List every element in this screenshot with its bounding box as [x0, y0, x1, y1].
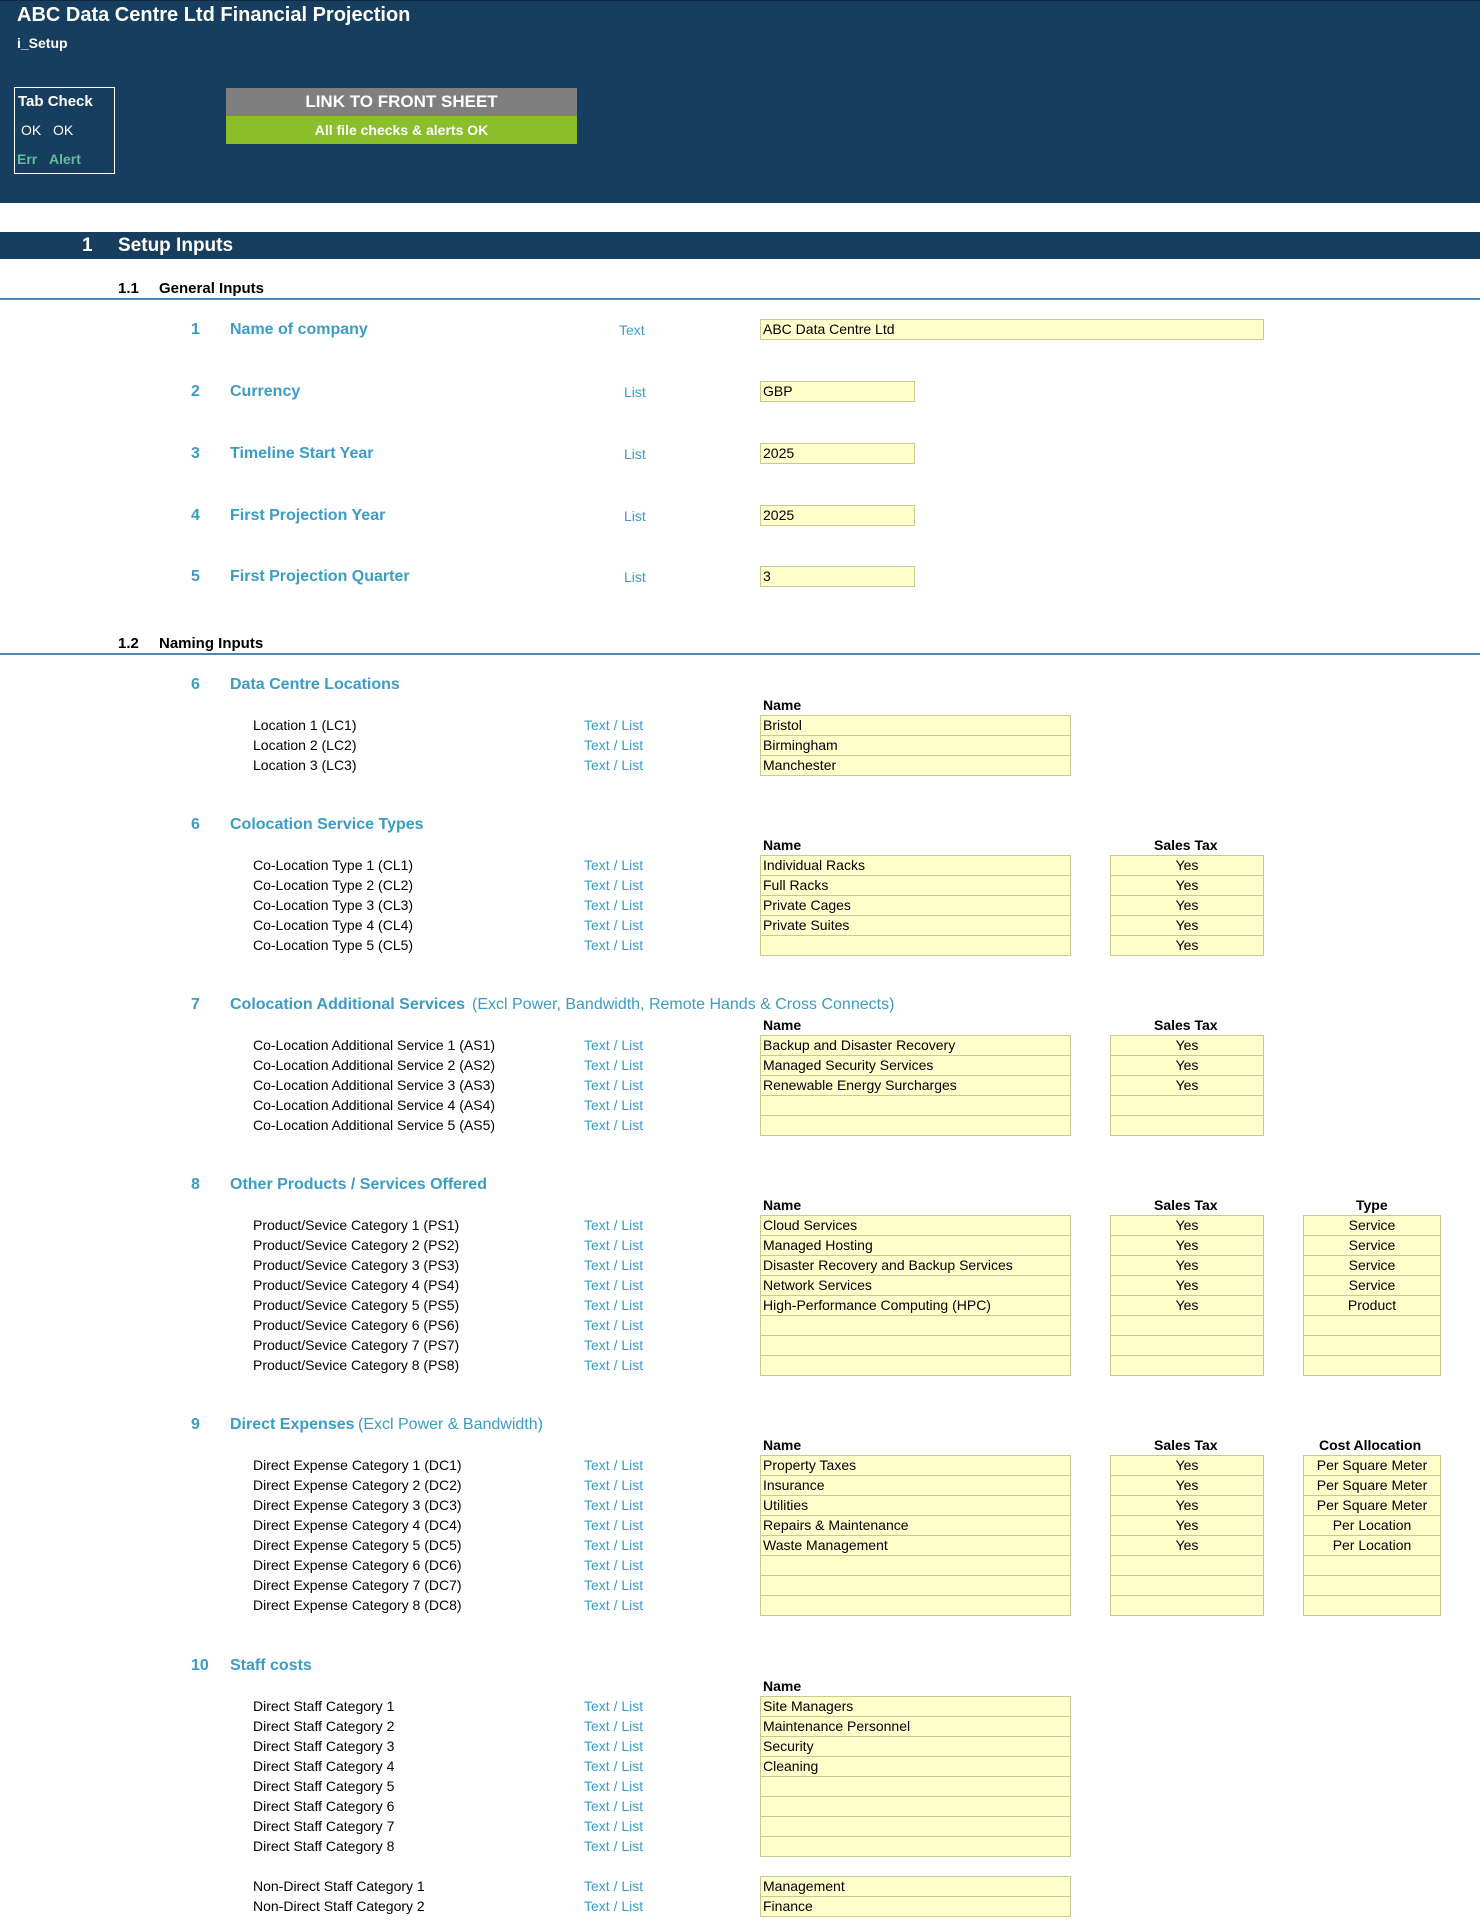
input-type-label: Text / List: [584, 877, 644, 893]
general-input-field[interactable]: GBP: [760, 381, 915, 402]
staff-name-field[interactable]: Cleaning: [760, 1757, 1071, 1777]
input-type-label: Text / List: [584, 1818, 644, 1834]
additional-row-label: Co-Location Additional Service 4 (AS4): [253, 1097, 496, 1113]
general-item-number: 5: [191, 568, 200, 585]
products-name-field[interactable]: [760, 1336, 1071, 1356]
direct_expenses-cost-allocation-field[interactable]: [1303, 1556, 1441, 1576]
additional-name-field[interactable]: Backup and Disaster Recovery: [760, 1035, 1071, 1056]
input-type-label: Text / List: [584, 1597, 644, 1613]
locations-row-label: Location 2 (LC2): [253, 737, 357, 753]
direct_expenses-sales-tax-field[interactable]: Yes: [1110, 1455, 1264, 1476]
staff-row-label: Non-Direct Staff Category 2: [253, 1898, 425, 1914]
additional-name-field[interactable]: [760, 1096, 1071, 1116]
tab-check-err: Err: [17, 151, 38, 167]
products-name-field[interactable]: Disaster Recovery and Backup Services: [760, 1256, 1071, 1276]
staff-name-field[interactable]: Security: [760, 1737, 1071, 1757]
direct_expenses-cost-allocation-field[interactable]: Per Location: [1303, 1536, 1441, 1556]
direct_expenses-sales-tax-field[interactable]: Yes: [1110, 1516, 1264, 1536]
locations-number: 6: [191, 676, 200, 693]
additional-sales-tax-field[interactable]: [1110, 1116, 1264, 1136]
input-type-label: Text / List: [584, 857, 644, 873]
general-item-number: 1: [191, 321, 200, 338]
direct_expenses-sales-tax-field[interactable]: [1110, 1596, 1264, 1616]
colocation-row-label: Co-Location Type 2 (CL2): [253, 877, 414, 893]
direct_expenses-name-field[interactable]: Property Taxes: [760, 1455, 1071, 1476]
products-row-label: Product/Sevice Category 2 (PS2): [253, 1237, 460, 1253]
locations-row-label: Location 1 (LC1): [253, 717, 357, 733]
products-type-field[interactable]: Service: [1303, 1276, 1441, 1296]
input-type-label: Text / List: [584, 1117, 644, 1133]
input-type-label: Text / List: [584, 1778, 644, 1794]
direct_expenses-cost-allocation-field[interactable]: [1303, 1576, 1441, 1596]
locations-name-field[interactable]: Bristol: [760, 715, 1071, 736]
input-type-label: Text: [619, 322, 645, 338]
input-type-label: Text / List: [584, 1557, 644, 1573]
staff-title: Staff costs: [230, 1657, 312, 1674]
column-header-cost-allocation: Cost Allocation: [1319, 1437, 1422, 1453]
input-type-label: Text / List: [584, 1037, 644, 1053]
tab-check-box: [14, 87, 115, 174]
input-type-label: Text / List: [584, 1257, 644, 1273]
direct_expenses-name-field[interactable]: [760, 1596, 1071, 1616]
general-item-number: 3: [191, 445, 200, 462]
input-type-label: Text / List: [584, 917, 644, 933]
additional-sales-tax-field[interactable]: Yes: [1110, 1056, 1264, 1076]
products-name-field[interactable]: [760, 1356, 1071, 1376]
direct_expenses-name-field[interactable]: [760, 1576, 1071, 1596]
staff-name-field[interactable]: Management: [760, 1876, 1071, 1897]
products-row-label: Product/Sevice Category 6 (PS6): [253, 1317, 460, 1333]
input-type-label: Text / List: [584, 1297, 644, 1313]
subsection-number-general: 1.1: [118, 280, 139, 297]
staff-name-field[interactable]: Maintenance Personnel: [760, 1717, 1071, 1737]
general-input-field[interactable]: ABC Data Centre Ltd: [760, 319, 1264, 340]
colocation-sales-tax-field[interactable]: Yes: [1110, 916, 1264, 936]
input-type-label: Text / List: [584, 1718, 644, 1734]
direct_expenses-note: (Excl Power & Bandwidth): [358, 1416, 543, 1433]
staff-row-label: Direct Staff Category 2: [253, 1718, 395, 1734]
sheet-name: i_Setup: [17, 35, 68, 51]
staff-row-label: Direct Staff Category 8: [253, 1838, 395, 1854]
column-header-sales-tax: Sales Tax: [1154, 837, 1218, 853]
colocation-row-label: Co-Location Type 3 (CL3): [253, 897, 414, 913]
direct_expenses-title: Direct Expenses: [230, 1416, 355, 1433]
direct_expenses-name-field[interactable]: Insurance: [760, 1476, 1071, 1496]
input-type-label: List: [624, 446, 646, 462]
products-row-label: Product/Sevice Category 4 (PS4): [253, 1277, 460, 1293]
subsection-divider: [0, 298, 1480, 300]
additional-title: Colocation Additional Services: [230, 996, 466, 1013]
direct_expenses-cost-allocation-field[interactable]: Per Square Meter: [1303, 1496, 1441, 1516]
direct_expenses-cost-allocation-field[interactable]: Per Square Meter: [1303, 1455, 1441, 1476]
colocation-row-label: Co-Location Type 5 (CL5): [253, 937, 414, 953]
locations-title: Data Centre Locations: [230, 676, 400, 693]
subsection-title-naming: Naming Inputs: [159, 635, 264, 652]
input-type-label: Text / List: [584, 737, 644, 753]
general-input-field[interactable]: 3: [760, 566, 915, 587]
direct_expenses-row-label: Direct Expense Category 1 (DC1): [253, 1457, 462, 1473]
direct_expenses-cost-allocation-field[interactable]: Per Location: [1303, 1516, 1441, 1536]
additional-name-field[interactable]: [760, 1116, 1071, 1136]
staff-name-field[interactable]: [760, 1817, 1071, 1837]
products-row-label: Product/Sevice Category 8 (PS8): [253, 1357, 460, 1373]
colocation-name-field[interactable]: [760, 936, 1071, 956]
file-checks-status: All file checks & alerts OK: [226, 116, 577, 144]
products-name-field[interactable]: Managed Hosting: [760, 1236, 1071, 1256]
direct_expenses-name-field[interactable]: [760, 1556, 1071, 1576]
staff-row-label: Direct Staff Category 1: [253, 1698, 395, 1714]
general-item-label: Currency: [230, 383, 301, 400]
locations-row-label: Location 3 (LC3): [253, 757, 357, 773]
input-type-label: List: [624, 569, 646, 585]
colocation-row-label: Co-Location Type 1 (CL1): [253, 857, 414, 873]
column-header-sales-tax: Sales Tax: [1154, 1197, 1218, 1213]
products-sales-tax-field[interactable]: [1110, 1356, 1264, 1376]
direct_expenses-row-label: Direct Expense Category 8 (DC8): [253, 1597, 462, 1613]
input-type-label: Text / List: [584, 717, 644, 733]
input-type-label: Text / List: [584, 1277, 644, 1293]
products-name-field[interactable]: High-Performance Computing (HPC): [760, 1296, 1071, 1316]
column-header-sales-tax: Sales Tax: [1154, 1017, 1218, 1033]
products-row-label: Product/Sevice Category 7 (PS7): [253, 1337, 460, 1353]
input-type-label: Text / List: [584, 1097, 644, 1113]
additional-sales-tax-field[interactable]: Yes: [1110, 1035, 1264, 1056]
colocation-number: 6: [191, 816, 200, 833]
products-type-field[interactable]: Service: [1303, 1236, 1441, 1256]
products-type-field[interactable]: Service: [1303, 1215, 1441, 1236]
colocation-sales-tax-field[interactable]: Yes: [1110, 855, 1264, 876]
staff-name-field[interactable]: Finance: [760, 1897, 1071, 1917]
column-header-name: Name: [763, 837, 802, 853]
additional-number: 7: [191, 996, 200, 1013]
products-sales-tax-field[interactable]: [1110, 1336, 1264, 1356]
section-number: 1: [82, 235, 93, 256]
staff-row-label: Non-Direct Staff Category 1: [253, 1878, 425, 1894]
direct_expenses-row-label: Direct Expense Category 5 (DC5): [253, 1537, 462, 1553]
input-type-label: Text / List: [584, 1798, 644, 1814]
products-row-label: Product/Sevice Category 3 (PS3): [253, 1257, 460, 1273]
direct_expenses-row-label: Direct Expense Category 3 (DC3): [253, 1497, 462, 1513]
colocation-sales-tax-field[interactable]: Yes: [1110, 896, 1264, 916]
input-type-label: List: [624, 384, 646, 400]
products-name-field[interactable]: Cloud Services: [760, 1215, 1071, 1236]
input-type-label: Text / List: [584, 1698, 644, 1714]
input-type-label: List: [624, 508, 646, 524]
staff-number: 10: [191, 1657, 209, 1674]
input-type-label: Text / List: [584, 1077, 644, 1093]
section-title: Setup Inputs: [118, 235, 234, 256]
direct_expenses-sales-tax-field[interactable]: Yes: [1110, 1536, 1264, 1556]
products-title: Other Products / Services Offered: [230, 1176, 487, 1193]
tab-check-alert: Alert: [49, 151, 81, 167]
input-type-label: Text / List: [584, 897, 644, 913]
colocation-title: Colocation Service Types: [230, 816, 424, 833]
colocation-name-field[interactable]: Private Suites: [760, 916, 1071, 936]
products-type-field[interactable]: [1303, 1336, 1441, 1356]
products-sales-tax-field[interactable]: Yes: [1110, 1296, 1264, 1316]
input-type-label: Text / List: [584, 1477, 644, 1493]
products-name-field[interactable]: [760, 1316, 1071, 1336]
general-item-label: First Projection Quarter: [230, 568, 410, 585]
staff-name-field[interactable]: Site Managers: [760, 1696, 1071, 1717]
colocation-sales-tax-field[interactable]: Yes: [1110, 936, 1264, 956]
colocation-sales-tax-field[interactable]: Yes: [1110, 876, 1264, 896]
input-type-label: Text / List: [584, 1457, 644, 1473]
additional-name-field[interactable]: Renewable Energy Surcharges: [760, 1076, 1071, 1096]
staff-row-label: Direct Staff Category 6: [253, 1798, 395, 1814]
input-type-label: Text / List: [584, 1898, 644, 1914]
link-to-front-sheet-button[interactable]: LINK TO FRONT SHEET: [226, 88, 577, 116]
input-type-label: Text / List: [584, 1838, 644, 1854]
direct_expenses-sales-tax-field[interactable]: [1110, 1576, 1264, 1596]
products-name-field[interactable]: Network Services: [760, 1276, 1071, 1296]
locations-name-field[interactable]: Manchester: [760, 756, 1071, 776]
colocation-name-field[interactable]: Full Racks: [760, 876, 1071, 896]
general-item-number: 4: [191, 507, 200, 524]
direct_expenses-sales-tax-field[interactable]: Yes: [1110, 1476, 1264, 1496]
direct_expenses-name-field[interactable]: Utilities: [760, 1496, 1071, 1516]
additional-sales-tax-field[interactable]: Yes: [1110, 1076, 1264, 1096]
tab-check-title: Tab Check: [18, 93, 93, 110]
staff-row-label: Direct Staff Category 4: [253, 1758, 395, 1774]
column-header-name: Name: [763, 1197, 802, 1213]
input-type-label: Text / List: [584, 1517, 644, 1533]
input-type-label: Text / List: [584, 1537, 644, 1553]
additional-row-label: Co-Location Additional Service 3 (AS3): [253, 1077, 496, 1093]
products-type-field[interactable]: Service: [1303, 1256, 1441, 1276]
direct_expenses-sales-tax-field[interactable]: Yes: [1110, 1496, 1264, 1516]
input-type-label: Text / List: [584, 1237, 644, 1253]
app-title: ABC Data Centre Ltd Financial Projection: [17, 4, 411, 26]
products-sales-tax-field[interactable]: Yes: [1110, 1256, 1264, 1276]
direct_expenses-row-label: Direct Expense Category 6 (DC6): [253, 1557, 462, 1573]
staff-name-field[interactable]: [760, 1797, 1071, 1817]
direct_expenses-name-field[interactable]: Repairs & Maintenance: [760, 1516, 1071, 1536]
products-type-field[interactable]: [1303, 1356, 1441, 1376]
products-sales-tax-field[interactable]: Yes: [1110, 1215, 1264, 1236]
input-type-label: Text / List: [584, 1878, 644, 1894]
direct_expenses-row-label: Direct Expense Category 7 (DC7): [253, 1577, 462, 1593]
input-type-label: Text / List: [584, 1337, 644, 1353]
products-number: 8: [191, 1176, 200, 1193]
colocation-name-field[interactable]: Private Cages: [760, 896, 1071, 916]
general-item-number: 2: [191, 383, 200, 400]
direct_expenses-cost-allocation-field[interactable]: [1303, 1596, 1441, 1616]
input-type-label: Text / List: [584, 1738, 644, 1754]
top-banner: [0, 0, 1480, 203]
additional-name-field[interactable]: Managed Security Services: [760, 1056, 1071, 1076]
products-type-field[interactable]: Product: [1303, 1296, 1441, 1316]
general-item-label: Name of company: [230, 321, 368, 338]
input-type-label: Text / List: [584, 937, 644, 953]
column-header-type: Type: [1356, 1197, 1388, 1213]
general-item-label: Timeline Start Year: [230, 445, 374, 462]
products-row-label: Product/Sevice Category 5 (PS5): [253, 1297, 460, 1313]
staff-name-field[interactable]: [760, 1777, 1071, 1797]
additional-sales-tax-field[interactable]: [1110, 1096, 1264, 1116]
products-type-field[interactable]: [1303, 1316, 1441, 1336]
staff-row-label: Direct Staff Category 7: [253, 1818, 395, 1834]
direct_expenses-cost-allocation-field[interactable]: Per Square Meter: [1303, 1476, 1441, 1496]
input-type-label: Text / List: [584, 757, 644, 773]
general-input-field[interactable]: 2025: [760, 505, 915, 526]
column-header-sales-tax: Sales Tax: [1154, 1437, 1218, 1453]
colocation-name-field[interactable]: Individual Racks: [760, 855, 1071, 876]
staff-name-field[interactable]: [760, 1837, 1071, 1857]
input-type-label: Text / List: [584, 1057, 644, 1073]
column-header-name: Name: [763, 1678, 802, 1694]
input-type-label: Text / List: [584, 1217, 644, 1233]
products-sales-tax-field[interactable]: Yes: [1110, 1236, 1264, 1256]
direct_expenses-row-label: Direct Expense Category 2 (DC2): [253, 1477, 462, 1493]
products-row-label: Product/Sevice Category 1 (PS1): [253, 1217, 460, 1233]
column-header-name: Name: [763, 1017, 802, 1033]
input-type-label: Text / List: [584, 1357, 644, 1373]
direct_expenses-row-label: Direct Expense Category 4 (DC4): [253, 1517, 462, 1533]
additional-row-label: Co-Location Additional Service 1 (AS1): [253, 1037, 496, 1053]
subsection-number-naming: 1.2: [118, 635, 139, 652]
staff-row-label: Direct Staff Category 5: [253, 1778, 395, 1794]
column-header-name: Name: [763, 697, 802, 713]
tab-check-ok-1: OK: [21, 122, 42, 138]
products-sales-tax-field[interactable]: [1110, 1316, 1264, 1336]
tab-check-ok-2: OK: [53, 122, 74, 138]
additional-note: (Excl Power, Bandwidth, Remote Hands & Cross Connects): [472, 996, 895, 1013]
additional-row-label: Co-Location Additional Service 5 (AS5): [253, 1117, 496, 1133]
direct_expenses-name-field[interactable]: Waste Management: [760, 1536, 1071, 1556]
input-type-label: Text / List: [584, 1317, 644, 1333]
direct_expenses-sales-tax-field[interactable]: [1110, 1556, 1264, 1576]
column-header-name: Name: [763, 1437, 802, 1453]
subsection-title-general: General Inputs: [159, 280, 265, 297]
staff-row-label: Direct Staff Category 3: [253, 1738, 395, 1754]
direct_expenses-number: 9: [191, 1416, 200, 1433]
products-sales-tax-field[interactable]: Yes: [1110, 1276, 1264, 1296]
locations-name-field[interactable]: Birmingham: [760, 736, 1071, 756]
input-type-label: Text / List: [584, 1497, 644, 1513]
colocation-row-label: Co-Location Type 4 (CL4): [253, 917, 414, 933]
additional-row-label: Co-Location Additional Service 2 (AS2): [253, 1057, 496, 1073]
input-type-label: Text / List: [584, 1758, 644, 1774]
subsection-divider: [0, 653, 1480, 655]
input-type-label: Text / List: [584, 1577, 644, 1593]
general-item-label: First Projection Year: [230, 507, 386, 524]
general-input-field[interactable]: 2025: [760, 443, 915, 464]
